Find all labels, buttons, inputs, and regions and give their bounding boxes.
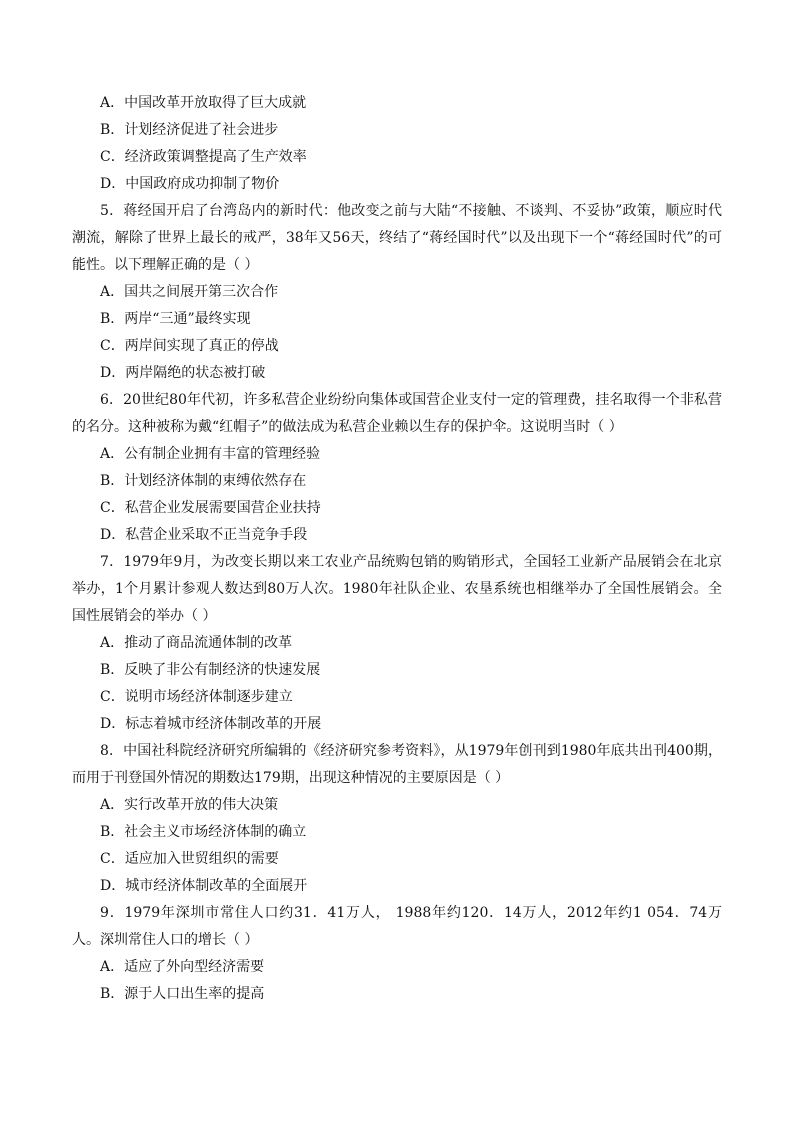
q6-option-c: C．私营企业发展需要国营企业扶持 bbox=[100, 500, 321, 516]
q6-option-a: A．公有制企业拥有丰富的管理经验 bbox=[100, 446, 321, 462]
q8-stem: 8．中国社科院经济研究所编辑的《经济研究参考资料》，从1979年创刊到1980年底共出刊400期，而用于刊登国外情况的期数达179期，出现这种情况的主要原因是（ ） bbox=[72, 743, 722, 786]
q7-option-d: D．标志着城市经济体制改革的开展 bbox=[100, 716, 322, 732]
q4-option-c: C．经济政策调整提高了生产效率 bbox=[100, 149, 307, 165]
q5-option-d: D．两岸隔绝的状态被打破 bbox=[100, 365, 266, 381]
q8-option-b: B．社会主义市场经济体制的确立 bbox=[100, 824, 307, 840]
q9-option-a: A．适应了外向型经济需要 bbox=[100, 959, 265, 975]
q4-option-b: B．计划经济促进了社会进步 bbox=[100, 122, 279, 138]
q9-option-b: B．源于人口出生率的提高 bbox=[100, 986, 265, 1002]
q7-option-c: C．说明市场经济体制逐步建立 bbox=[100, 689, 293, 705]
q8-option-d: D．城市经济体制改革的全面展开 bbox=[100, 878, 308, 894]
q7-stem: 7．1979年9月，为改变长期以来工农业产品统购包销的购销形式，全国轻工业新产品展销会在北京举办，1个月累计参观人数达到80万人次。1980年社队企业、农垦系统也相继举办了全国性展销会。全国性展销会的举办（ ） bbox=[72, 554, 722, 624]
q4-option-a: A．中国改革开放取得了巨大成就 bbox=[100, 95, 307, 111]
q7-option-b: B．反映了非公有制经济的快速发展 bbox=[100, 662, 321, 678]
q9-stem: 9．1979年深圳市常住人口约31．41万人， 1988年约120．14万人，2012年约1 054．74万人。深圳常住人口的增长（ ） bbox=[72, 905, 722, 948]
q4-option-d: D．中国政府成功抑制了物价 bbox=[100, 176, 280, 192]
q5-option-b: B．两岸“三通”最终实现 bbox=[100, 311, 251, 327]
q5-option-a: A．国共之间展开第三次合作 bbox=[100, 284, 279, 300]
q6-stem: 6．20世纪80年代初，许多私营企业纷纷向集体或国营企业支付一定的管理费，挂名取得一个非私营的名分。这种被称为戴“红帽子”的做法成为私营企业赖以生存的保护伞。这说明当时（ ） bbox=[72, 392, 722, 435]
q5-option-c: C．两岸间实现了真正的停战 bbox=[100, 338, 279, 354]
q8-option-c: C．适应加入世贸组织的需要 bbox=[100, 851, 279, 867]
q6-option-b: B．计划经济体制的束缚依然存在 bbox=[100, 473, 307, 489]
q5-stem: 5．蒋经国开启了台湾岛内的新时代：他改变之前与大陆“不接触、不谈判、不妥协”政策，顺应时代潮流，解除了世界上最长的戒严，38年又56天，终结了“蒋经国时代”以及出现下一个“蒋经国时代”的可能性。以下理解正确的是（ ） bbox=[72, 203, 722, 273]
q8-option-a: A．实行改革开放的伟大决策 bbox=[100, 797, 279, 813]
q7-option-a: A．推动了商品流通体制的改革 bbox=[100, 635, 293, 651]
question-list bbox=[72, 90, 722, 1008]
q6-option-d: D．私营企业采取不正当竞争手段 bbox=[100, 527, 308, 543]
